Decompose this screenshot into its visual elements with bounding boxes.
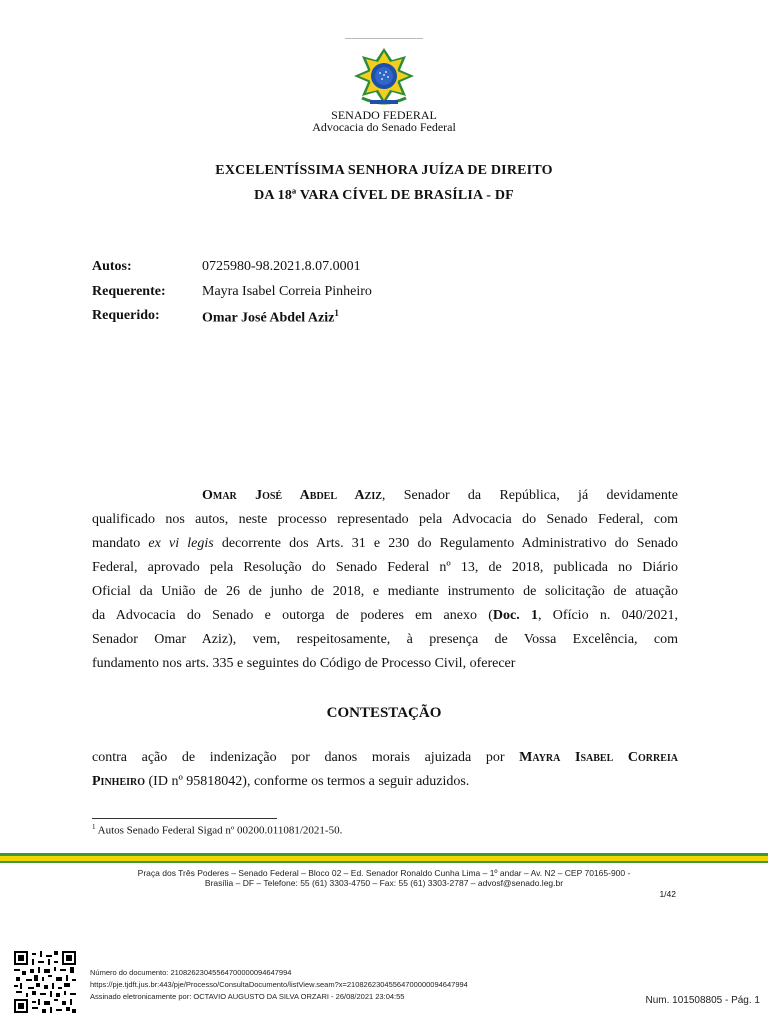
footer-address-line-2: Brasília – DF – Telefone: 55 (61) 3303-4750 – Fax: 55 (61) 3303-2787 – advosf@senado.leg.br — [204, 878, 564, 888]
footnote-rule — [92, 818, 277, 819]
paragraph-line — [92, 604, 678, 628]
paragraph-text: mandato — [92, 536, 141, 551]
paragraph-text: , Senador da República, já devidamente — [381, 488, 679, 503]
plaintiff-name: Pinheiro — [92, 774, 146, 789]
footnote-text: Autos Senado Federal Sigad nº 00200.011081/2021-50. — [97, 824, 343, 837]
pje-signature: Assinado eletronicamente por: OCTAVIO AUGUSTO DA SILVA ORZARI - 26/08/2021 23:04:55 — [90, 992, 405, 1001]
footnote-ref: 1 — [334, 308, 339, 318]
paragraph-line: Federal, aprovado pela Resolução do Senado Federal nº 13, de 2018, publicada no Diário — [92, 560, 678, 575]
requerente-label: Requerente: — [92, 284, 166, 299]
paragraph-text: da Advocacia do Senado e outorga de poderes em anexo ( — [92, 608, 493, 623]
header-rule — [345, 38, 423, 39]
footer-address-line-1: Praça dos Três Poderes – Senado Federal – Bloco 02 – Ed. Senador Ronaldo Cunha Lima – 1º andar – Av. N2 – CEP 70165-900 - — [137, 868, 631, 878]
paragraph-text: contra ação de indenização por danos morais ajuizada por — [92, 750, 505, 765]
org-department: Advocacia do Senado Federal — [312, 120, 456, 134]
addressee-line-2: DA 18ª VARA CÍVEL DE BRASÍLIA - DF — [254, 188, 514, 203]
brazil-coat-of-arms-icon — [348, 46, 420, 108]
org-name: SENADO FEDERAL — [331, 108, 437, 122]
paragraph-line: Senador Omar Aziz), vem, respeitosamente, à presença de Vossa Excelência, com — [92, 632, 678, 647]
section-title: CONTESTAÇÃO — [326, 705, 442, 721]
autos-value: 0725980-98.2021.8.07.0001 — [202, 259, 361, 274]
paragraph-line: Oficial da União de 26 de junho de 2018, e mediante instrumento de solicitação de atuação — [92, 584, 678, 599]
defendant-name: Omar José Abdel Aziz — [202, 488, 382, 503]
latin-phrase: ex vi legis — [148, 536, 214, 551]
paragraph-line — [92, 746, 678, 770]
footnote-mark: 1 — [92, 823, 96, 831]
footer-band-green-bottom — [0, 861, 768, 863]
pje-document-url[interactable]: https://pje.tjdft.jus.br:443/pje/Processo/ConsultaDocumento/listView.seam?x=21082623045564700000094647994 — [90, 980, 468, 989]
paragraph-text: (ID nº 95818042), conforme os termos a seguir aduzidos. — [148, 774, 470, 789]
requerido-label: Requerido: — [92, 308, 160, 323]
paragraph-line: qualificado nos autos, neste processo representado pela Advocacia do Senado Federal, com — [92, 512, 678, 527]
requerido-value — [202, 308, 339, 327]
paragraph-line: fundamento nos arts. 335 e seguintes do Código de Processo Civil, oferecer — [92, 656, 516, 671]
pje-document-number: Número do documento: 21082623045564700000094647994 — [90, 968, 292, 977]
paragraph-line — [92, 770, 678, 794]
body-paragraph — [92, 484, 678, 676]
paragraph-line — [92, 484, 678, 508]
plaintiff-name: Mayra Isabel Correia — [519, 750, 678, 765]
autos-label: Autos: — [92, 259, 132, 274]
paragraph-line — [92, 532, 678, 556]
paragraph-text: , Ofício n. 040/2021, — [538, 608, 679, 623]
footnote — [92, 823, 342, 837]
doc-reference: Doc. 1 — [492, 608, 539, 623]
qr-code-icon — [14, 951, 76, 1013]
requerente-value: Mayra Isabel Correia Pinheiro — [202, 284, 372, 299]
paragraph-text: decorrente dos Arts. 31 e 230 do Regulamento Administrativo do Senado — [221, 536, 678, 551]
page-number: 1/42 — [659, 889, 676, 899]
second-paragraph — [92, 746, 678, 794]
addressee-line-1: EXCELENTÍSSIMA SENHORA JUÍZA DE DIREITO — [215, 163, 553, 178]
requerido-name: Omar José Abdel Aziz — [202, 310, 335, 326]
document-num-page: Num. 101508805 - Pág. 1 — [645, 995, 760, 1006]
